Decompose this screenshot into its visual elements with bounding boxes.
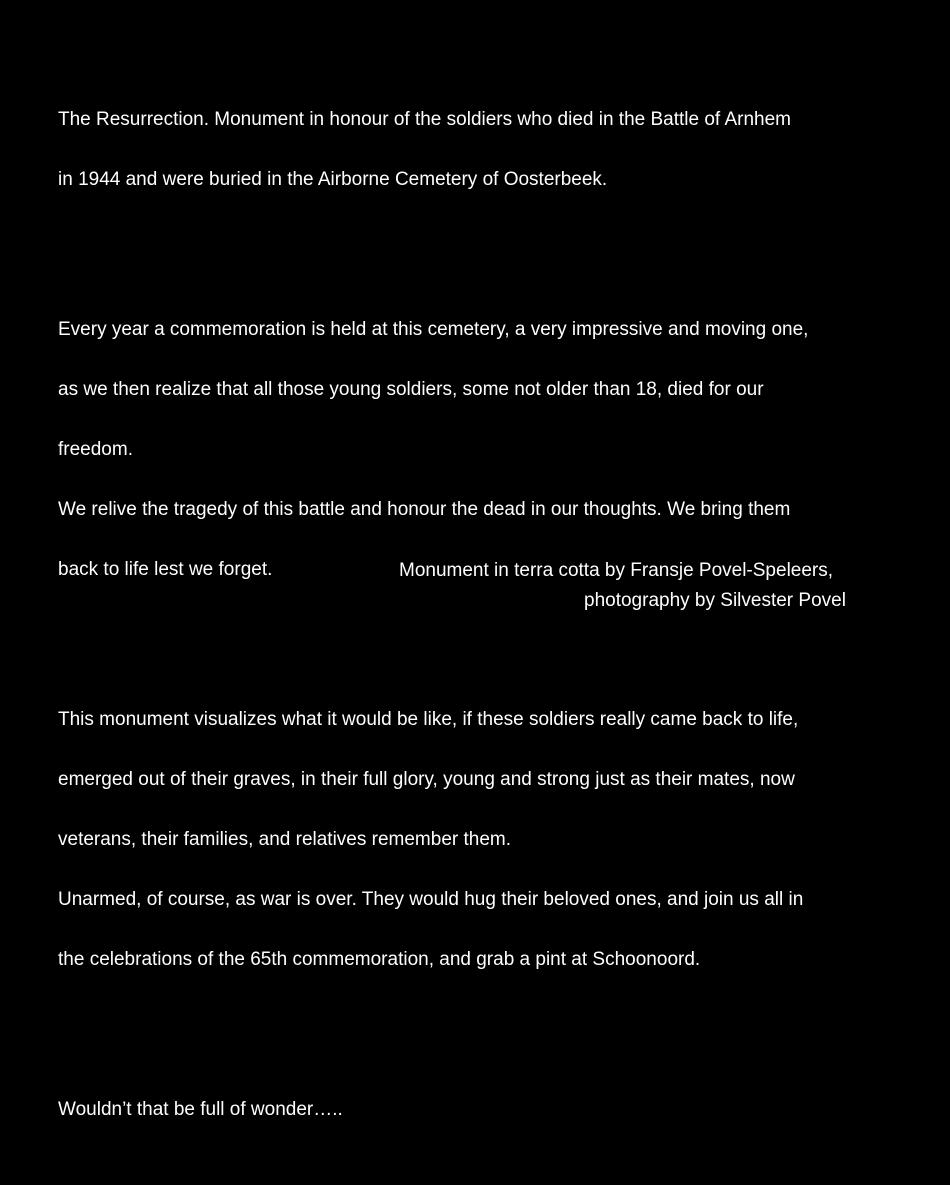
text-line: the celebrations of the 65th commemoration, and grab a pint at Schoonoord. <box>58 949 701 970</box>
text-line: as we then realize that all those young soldiers, some not older than 18, died for our <box>58 379 764 400</box>
text-line: We relive the tragedy of this battle and honour the dead in our thoughts. We bring them <box>58 499 791 520</box>
text-line: freedom. <box>58 439 133 460</box>
paragraph-title-intro <box>58 75 938 225</box>
credit-sculptor: Monument in terra cotta by Fransje Povel-Speleers, <box>399 560 834 581</box>
text-line: back to life lest we forget. <box>58 559 273 580</box>
text-line: in 1944 and were buried in the Airborne Cemetery of Oosterbeek. <box>58 169 608 190</box>
text-line: Unarmed, of course, as war is over. They would hug their beloved ones, and join us all in <box>58 889 804 910</box>
text-line: Wouldn’t that be full of wonder….. <box>58 1099 343 1120</box>
text-line: emerged out of their graves, in their full glory, young and strong just as their mates, now <box>58 769 795 790</box>
text-line: veterans, their families, and relatives remember them. <box>58 829 512 850</box>
paragraph-closing <box>58 1065 938 1155</box>
text-line: This monument visualizes what it would be like, if these soldiers really came back to life, <box>58 709 799 730</box>
text-line: Every year a commemoration is held at this cemetery, a very impressive and moving one, <box>58 319 809 340</box>
text-line: The Resurrection. Monument in honour of the soldiers who died in the Battle of Arnhem <box>58 109 791 130</box>
paragraph-visualization <box>58 675 938 1005</box>
credit-photographer: photography by Silvester Povel <box>584 590 846 611</box>
